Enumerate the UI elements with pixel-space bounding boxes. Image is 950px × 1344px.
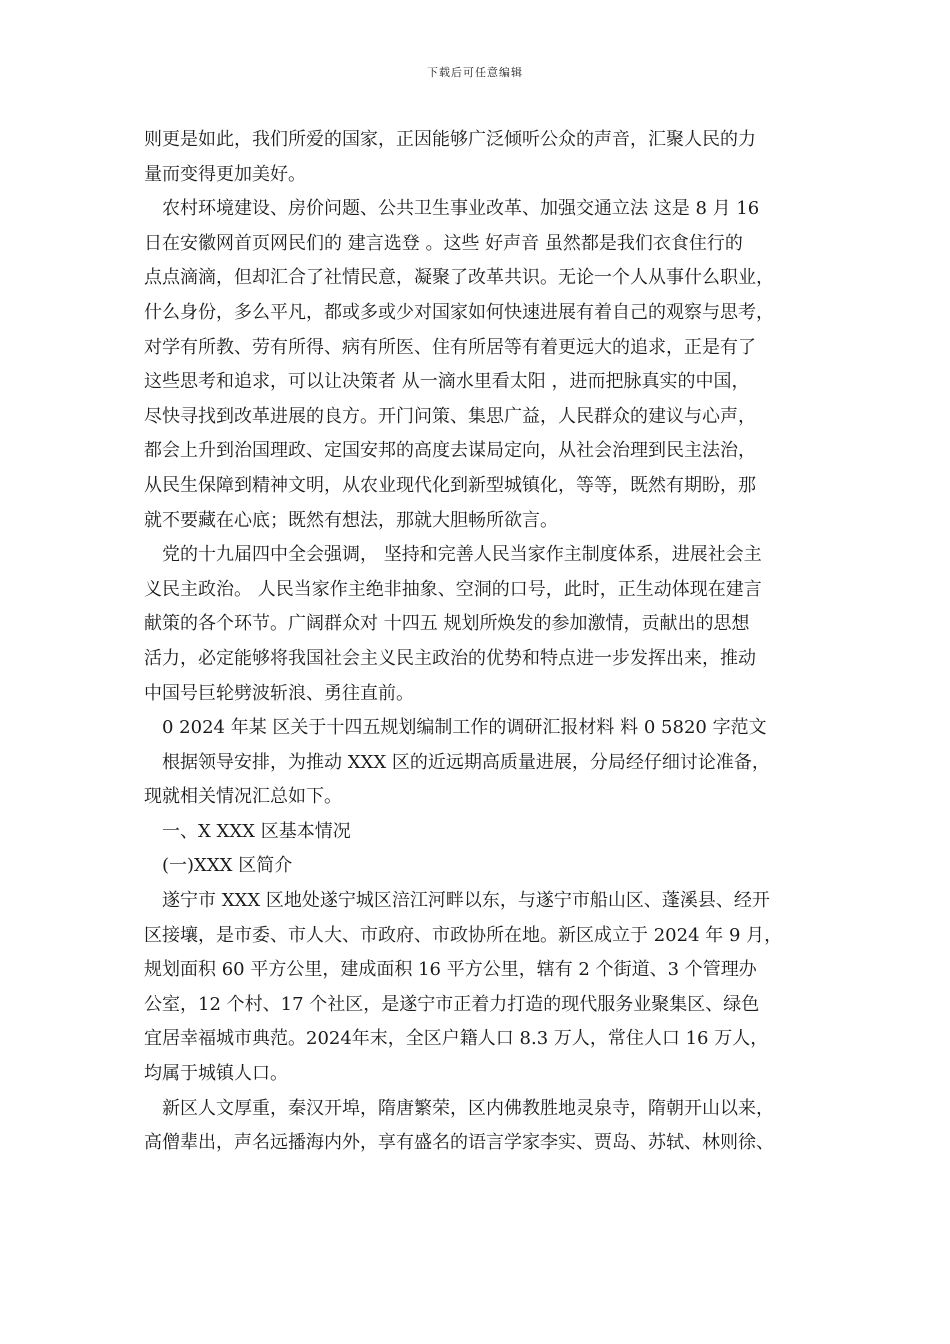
text-line: 就不要藏在心底；既然有想法，那就大胆畅所欲言。 bbox=[144, 509, 558, 531]
text-line: 尽快寻找到改革进展的良方。开门问策、集思广益，人民群众的建议与心声， bbox=[144, 405, 756, 427]
text-line: 均属于城镇人口。 bbox=[144, 1063, 288, 1085]
page-header: 下载后可任意编辑 bbox=[427, 66, 523, 79]
text-line: 根据领导安排，为推动 XXX 区的近远期高质量进展，分局经仔细讨论准备， bbox=[144, 751, 770, 773]
text-line: 宜居幸福城市典范。2024年末，全区户籍人口 8.3 万人，常住人口 16 万人， bbox=[144, 1028, 769, 1050]
text-line: 农村环境建设、房价问题、公共卫生事业改革、加强交通立法 这是 8 月 16 bbox=[144, 198, 760, 220]
text-line: 活力，必定能够将我国社会主义民主政治的优势和特点进一步发挥出来，推动 bbox=[144, 647, 756, 669]
text-line: 量而变得更加美好。 bbox=[144, 163, 306, 185]
text-line: 义民主政治。 人民当家作主绝非抽象、空洞的口号，此时，正生动体现在建言 bbox=[144, 578, 762, 600]
text-line: 什么身份，多么平凡，都或多或少对国家如何快速进展有着自己的观察与思考， bbox=[144, 301, 774, 323]
text-line: 遂宁市 XXX 区地处遂宁城区涪江河畔以东，与遂宁市船山区、蓬溪县、经开 bbox=[144, 890, 770, 912]
text-line: 则更是如此，我们所爱的国家，正因能够广泛倾听公众的声音，汇聚人民的力 bbox=[144, 129, 756, 150]
document-body bbox=[144, 123, 824, 1161]
text-line: 公室，12 个村、17 个社区，是遂宁市正着力打造的现代服务业聚集区、绿色 bbox=[144, 993, 760, 1015]
section-heading: 一、X XXX 区基本情况 bbox=[144, 820, 351, 842]
text-line: 点点滴滴，但却汇合了社情民意，凝聚了改革共识。无论一个人从事什么职业， bbox=[144, 267, 774, 289]
text-line: 高僧辈出，声名远播海内外，享有盛名的语言学家李实、贾岛、苏轼、林则徐、 bbox=[144, 1132, 774, 1154]
subsection-heading: (一)XXX 区简介 bbox=[144, 855, 293, 877]
text-line: 从民生保障到精神文明，从农业现代化到新型城镇化，等等，既然有期盼，那 bbox=[144, 474, 756, 496]
text-line: 都会上升到治国理政、定国安邦的高度去谋局定向，从社会治理到民主法治， bbox=[144, 440, 756, 462]
text-line: 规划面积 60 平方公里，建成面积 16 平方公里，辖有 2 个街道、3 个管理办 bbox=[144, 959, 757, 981]
text-line: 日在安徽网首页网民们的 建言选登 。这些 好声音 虽然都是我们衣食住行的 bbox=[144, 232, 743, 254]
text-line: 新区人文厚重，秦汉开埠，隋唐繁荣，区内佛教胜地灵泉寺，隋朝开山以来， bbox=[144, 1097, 774, 1119]
text-line: 对学有所教、劳有所得、病有所医、住有所居等有着更远大的追求，正是有了 bbox=[144, 336, 756, 358]
text-line: 献策的各个环节。广阔群众对 十四五 规划所焕发的参加激情，贡献出的思想 bbox=[144, 613, 750, 635]
text-line: 0 2024 年某 区关于十四五规划编制工作的调研汇报材料 料 0 5820 字范文 bbox=[144, 717, 767, 739]
text-line: 这些思考和追求，可以让决策者 从一滴水里看太阳 ，进而把脉真实的中国， bbox=[144, 371, 750, 393]
text-line: 中国号巨轮劈波斩浪、勇往直前。 bbox=[144, 682, 414, 704]
text-line: 区接壤，是市委、市人大、市政府、市政协所在地。新区成立于 2024 年 9 月， bbox=[144, 924, 783, 946]
text-line: 党的十九届四中全会强调， 坚持和完善人民当家作主制度体系，进展社会主 bbox=[144, 544, 762, 566]
text-line: 现就相关情况汇总如下。 bbox=[144, 786, 342, 808]
